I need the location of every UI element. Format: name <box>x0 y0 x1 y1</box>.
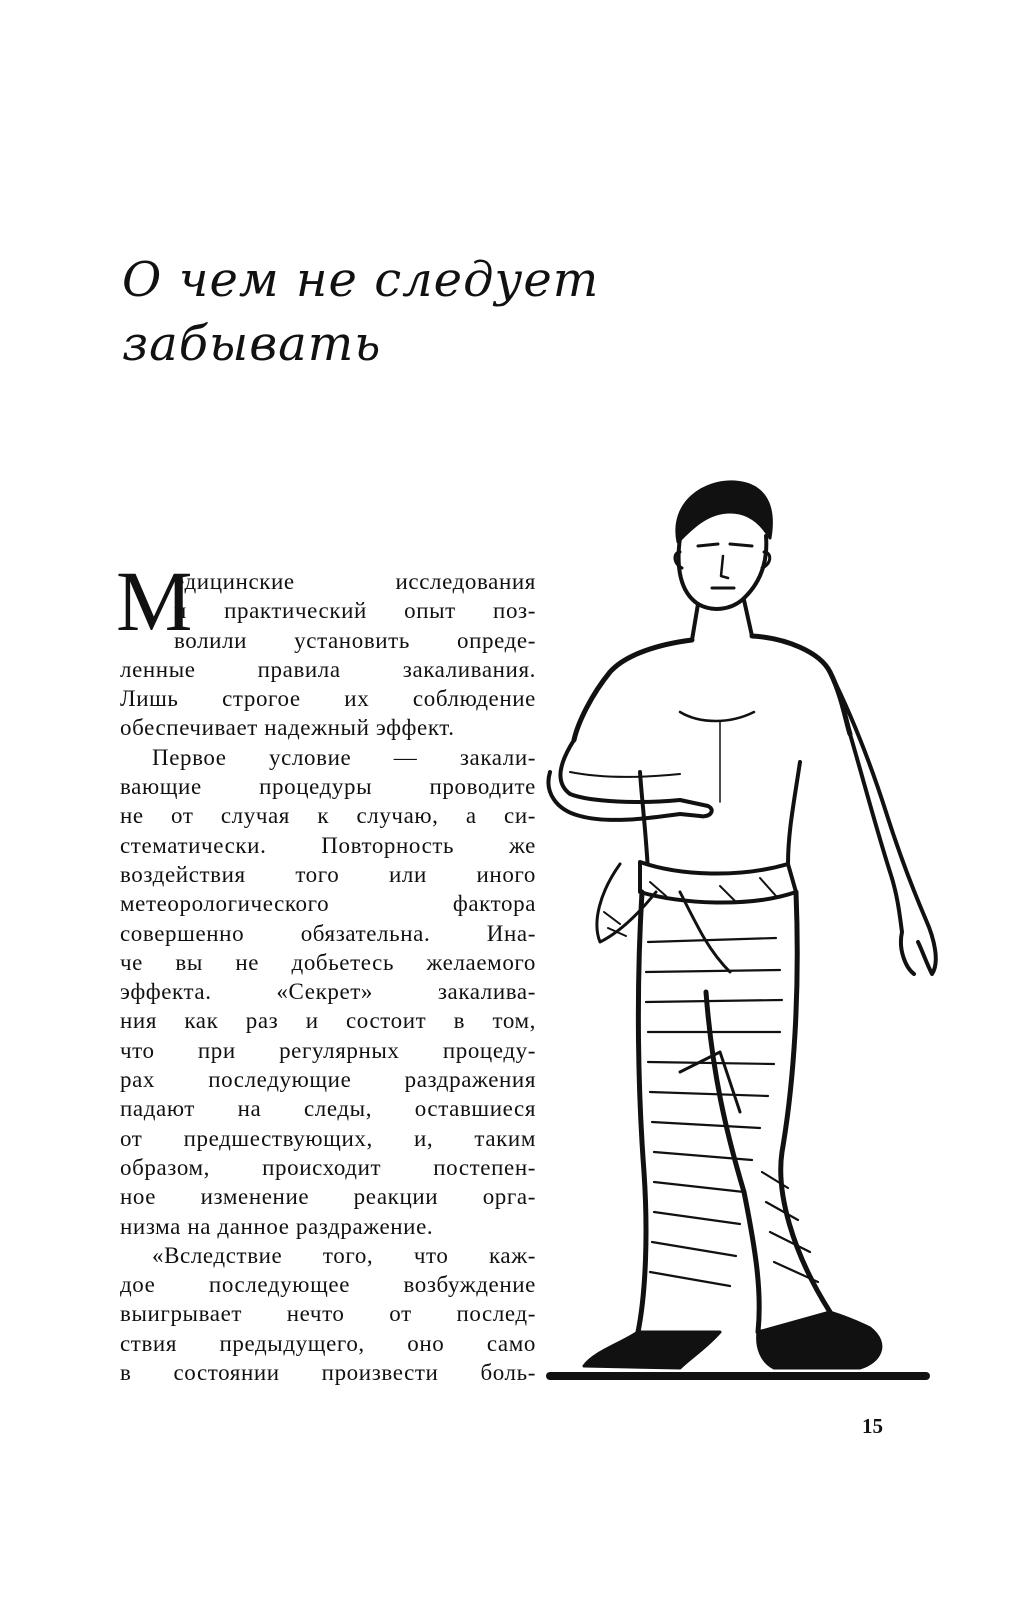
chapter-title-line-1: О чем не следует <box>122 252 600 308</box>
text-line: «Вследствие того, что каж- <box>152 1242 536 1268</box>
text-line: падают на следы, оставшиеся <box>120 1096 536 1122</box>
text-line: метеорологического фактора <box>120 891 536 917</box>
left-arm <box>548 740 711 820</box>
text-line: стематически. Повторность же <box>120 832 536 858</box>
body-text <box>120 567 536 1387</box>
text-line: выигрывает нечто от послед- <box>120 1301 536 1327</box>
text-line: ленные правила закаливания. <box>120 656 536 682</box>
chapter-title <box>122 248 642 376</box>
left-shoe <box>584 1332 720 1368</box>
text-line: ствия предыдущего, оно само <box>120 1330 536 1356</box>
text-line: и практический опыт поз- <box>174 598 536 624</box>
hair <box>677 482 772 542</box>
text-line: не от случая к случаю, а си- <box>120 803 536 829</box>
text-line: Лишь строгое их соблюдение <box>120 686 536 712</box>
text-line: вающие процедуры проводите <box>120 774 536 800</box>
text-line: эффекта. «Секрет» закалива- <box>120 979 536 1005</box>
text-line: низма на данное раздражение. <box>120 1213 434 1239</box>
torso <box>574 636 850 740</box>
text-line: воздействия того или иного <box>120 861 536 887</box>
text-line: че вы не добьетесь желаемого <box>120 949 536 975</box>
text-line: что при регулярных процеду- <box>120 1037 536 1063</box>
text-line: в состоянии произвести боль- <box>120 1360 536 1386</box>
waist-cloth <box>640 862 796 903</box>
drop-cap: М <box>116 553 193 649</box>
text-line: Первое условие — закали- <box>152 744 536 770</box>
text-line: дое последующее возбуждение <box>120 1272 536 1298</box>
walking-man-illustration-icon <box>530 472 960 1397</box>
text-line: ния как раз и состоит в том, <box>120 1008 536 1034</box>
text-line: совершенно обязательна. Ина- <box>120 920 536 946</box>
text-line: волили установить опреде- <box>174 627 536 653</box>
text-line: обеспечивает надежный эффект. <box>120 715 455 741</box>
trousers <box>638 892 830 1332</box>
text-line: рах последующие раздражения <box>120 1067 536 1093</box>
text-line: ное изменение реакции орга- <box>120 1184 536 1210</box>
chapter-title-line-2: забывать <box>122 316 382 372</box>
right-shoe <box>758 1312 881 1368</box>
text-line: образом, происходит постепен- <box>120 1154 536 1180</box>
text-line: от предшествующих, и, таким <box>120 1125 536 1151</box>
text-line: едицинские исследования <box>174 569 536 594</box>
page-number: 15 <box>862 1414 883 1438</box>
